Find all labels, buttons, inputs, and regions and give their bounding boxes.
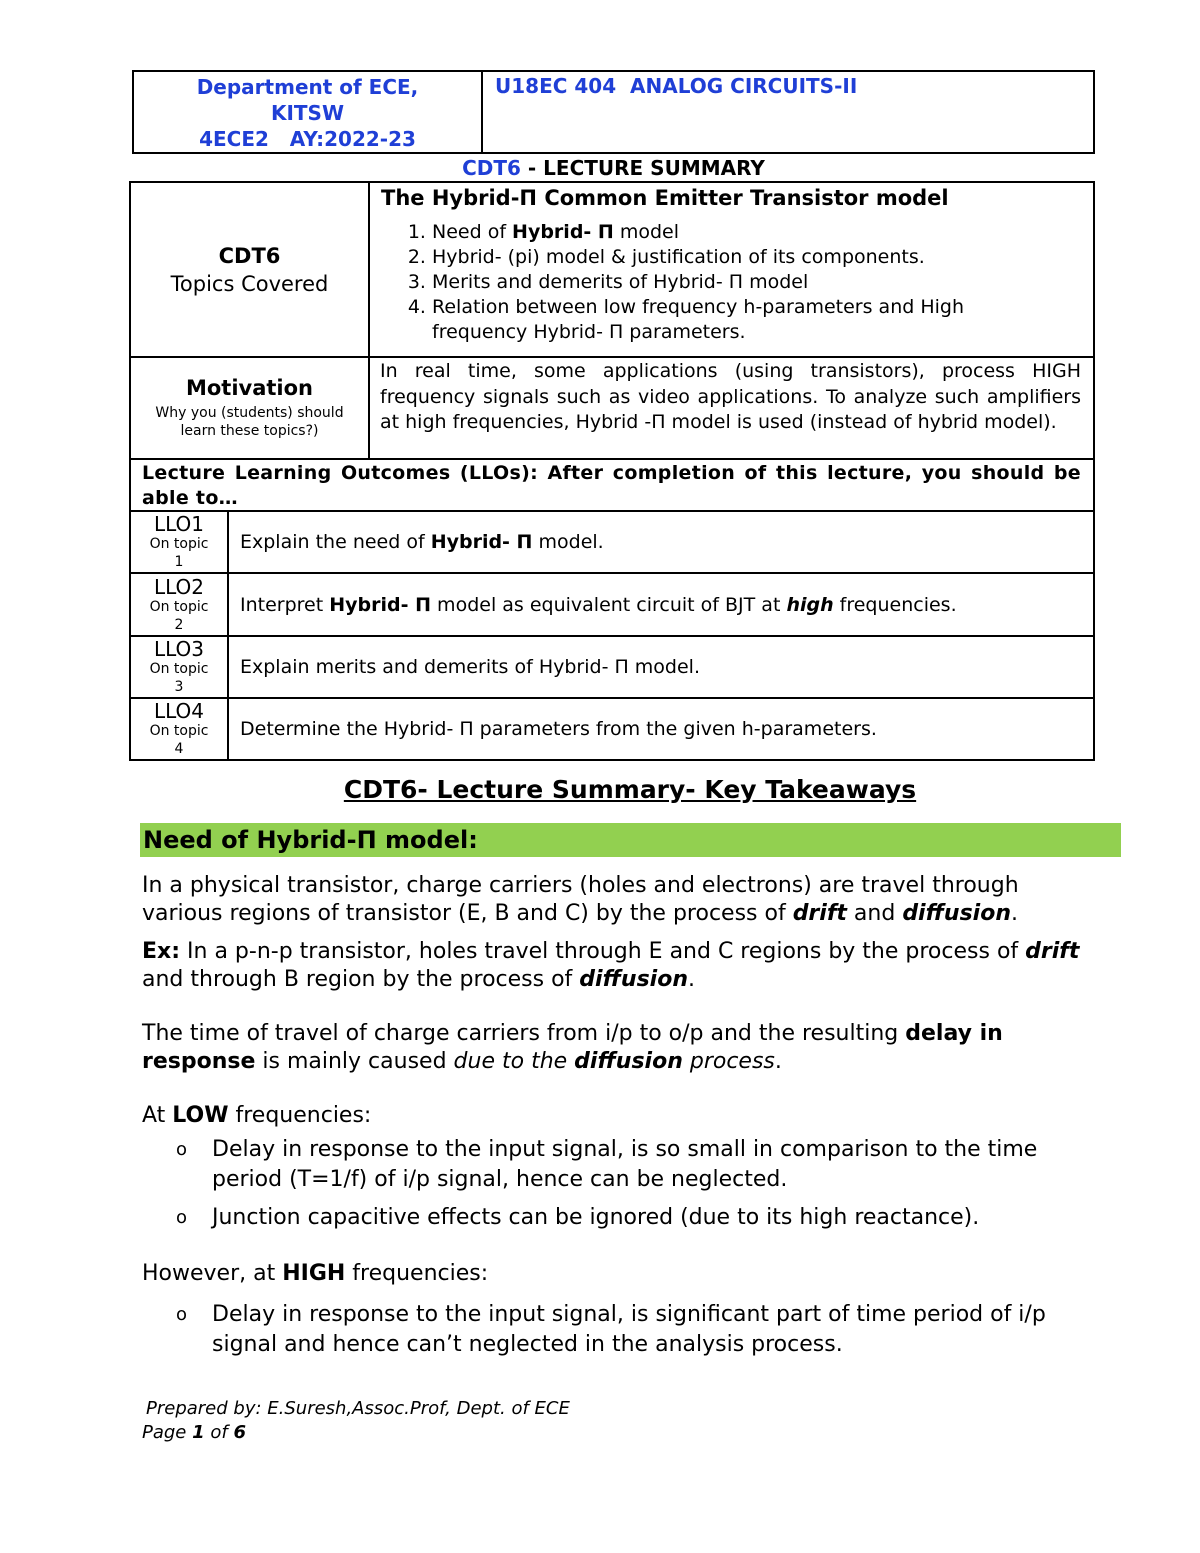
- lecture-summary-label: - LECTURE SUMMARY: [520, 156, 765, 180]
- topic-title: The Hybrid-Π Common Emitter Transistor model: [381, 186, 949, 210]
- bullet-marker: o: [176, 1304, 188, 1325]
- llo-row: [131, 574, 1093, 637]
- topics-covered-label: Topics Covered: [170, 271, 329, 296]
- llo-id: LLO3: [153, 637, 205, 661]
- llo-topic-label: On topic: [149, 661, 209, 677]
- course-title: U18EC 404 ANALOG CIRCUITS-II: [495, 74, 858, 98]
- footer-page-number: Page 1 of 6: [142, 1422, 246, 1443]
- motivation-row: [131, 358, 1093, 460]
- llo-description: Determine the Hybrid- Π parameters from the given h-parameters.: [240, 718, 877, 740]
- llo-topic-label: On topic: [149, 598, 209, 615]
- paragraph-high-frequencies: However, at HIGH frequencies:: [142, 1261, 489, 1286]
- paragraph-low-frequencies: At LOW frequencies:: [142, 1103, 372, 1128]
- topics-label-cell: [131, 183, 370, 356]
- topic-item: 1. Need of Hybrid- Π model: [432, 220, 1093, 245]
- llo-id-cell: [131, 574, 229, 635]
- llo-description: Explain the need of Hybrid- Π model.: [240, 531, 604, 553]
- list-item: o Delay in response to the input signal, is significant part of time period of i/p signal and hence can’t neglected in the analysis process.: [176, 1302, 1046, 1357]
- llo-header-row: [131, 460, 1093, 512]
- motivation-text: In real time, some applications (using transistors), process HIGH frequency signals such as video applications. To analyze such amplifiers at high frequencies, Hybrid -Π model is used (instead of hybrid model).: [380, 360, 1081, 433]
- llo-id-cell: [131, 699, 229, 759]
- list-item: o Junction capacitive effects can be ignored (due to its high reactance).: [176, 1203, 1106, 1233]
- llo-row: [131, 699, 1093, 759]
- llo-header-text: Lecture Learning Outcomes (LLOs): After completion of this lecture, you should be able to…: [142, 462, 1081, 509]
- summary-table: [129, 181, 1095, 761]
- llo-topic-number: 1: [174, 554, 184, 570]
- llo-topic-number: 2: [174, 616, 184, 633]
- motivation-subtitle: Why you (students) should learn these topics?): [155, 405, 344, 439]
- llo-description: Interpret Hybrid- Π model as equivalent circuit of BJT at high frequencies.: [240, 593, 957, 616]
- topic-item: 4. Relation between low frequency h-parameters and High frequency Hybrid- Π parameters.: [432, 295, 1093, 345]
- llo-topic-number: 4: [174, 741, 184, 757]
- department-cell: [134, 72, 483, 152]
- paragraph-example: Ex: In a p-n-p transistor, holes travel through E and C regions by the process of drift and through B region by the process of diffusion.: [142, 939, 1080, 992]
- llo-id-cell: [131, 637, 229, 697]
- llo-description: Explain merits and demerits of Hybrid- Π model.: [240, 656, 700, 678]
- llo-id: LLO4: [153, 699, 205, 723]
- topic-item: 2. Hybrid- (pi) model & justification of its components.: [432, 245, 1093, 270]
- list-item: o Delay in response to the input signal, is so small in comparison to the time period (T=1/f) of i/p signal, hence can be neglected.: [176, 1137, 1038, 1192]
- footer-prepared-by: Prepared by: E.Suresh,Assoc.Prof, Dept. of ECE: [146, 1398, 570, 1419]
- paragraph-delay: The time of travel of charge carriers from i/p to o/p and the resulting delay in response is mainly caused due to the diffusion process.: [142, 1021, 1003, 1074]
- motivation-title: Motivation: [185, 376, 314, 400]
- llo-id: LLO1: [153, 512, 205, 536]
- bullet-marker: o: [176, 1207, 188, 1228]
- llo-topic-number: 3: [174, 679, 184, 695]
- motivation-label-cell: [131, 358, 370, 458]
- llo-topic-label: On topic: [149, 536, 209, 552]
- llo-row: [131, 637, 1093, 699]
- header-table: [132, 70, 1095, 154]
- topics-list: [370, 220, 1093, 345]
- llo-id-cell: [131, 512, 229, 572]
- course-cell: [483, 72, 1093, 152]
- dept-line-2: KITSW: [270, 101, 345, 125]
- dept-line-1: Department of ECE,: [196, 75, 419, 99]
- paragraph-charge-carriers: In a physical transistor, charge carriers (holes and electrons) are travel through various regions of transistor (E, B and C) by the process of drift and diffusion.: [142, 873, 1019, 926]
- topics-cdt-label: CDT6: [218, 243, 281, 268]
- section-heading: Need of Hybrid-Π model:: [143, 826, 478, 854]
- llo-row: [131, 512, 1093, 574]
- dept-line-3: 4ECE2 AY:2022-23: [199, 127, 416, 151]
- llo-id: LLO2: [153, 574, 205, 599]
- section-heading-bar: [140, 823, 1121, 857]
- bullet-marker: o: [176, 1139, 188, 1160]
- topics-row: [131, 183, 1093, 358]
- lecture-summary-title: [132, 156, 1095, 180]
- topics-content-cell: [370, 183, 1093, 356]
- key-takeaways-heading: CDT6- Lecture Summary- Key Takeaways: [343, 775, 917, 804]
- lecture-code: CDT6: [462, 156, 521, 180]
- topic-item: 3. Merits and demerits of Hybrid- Π model: [432, 270, 1093, 295]
- llo-topic-label: On topic: [149, 723, 209, 739]
